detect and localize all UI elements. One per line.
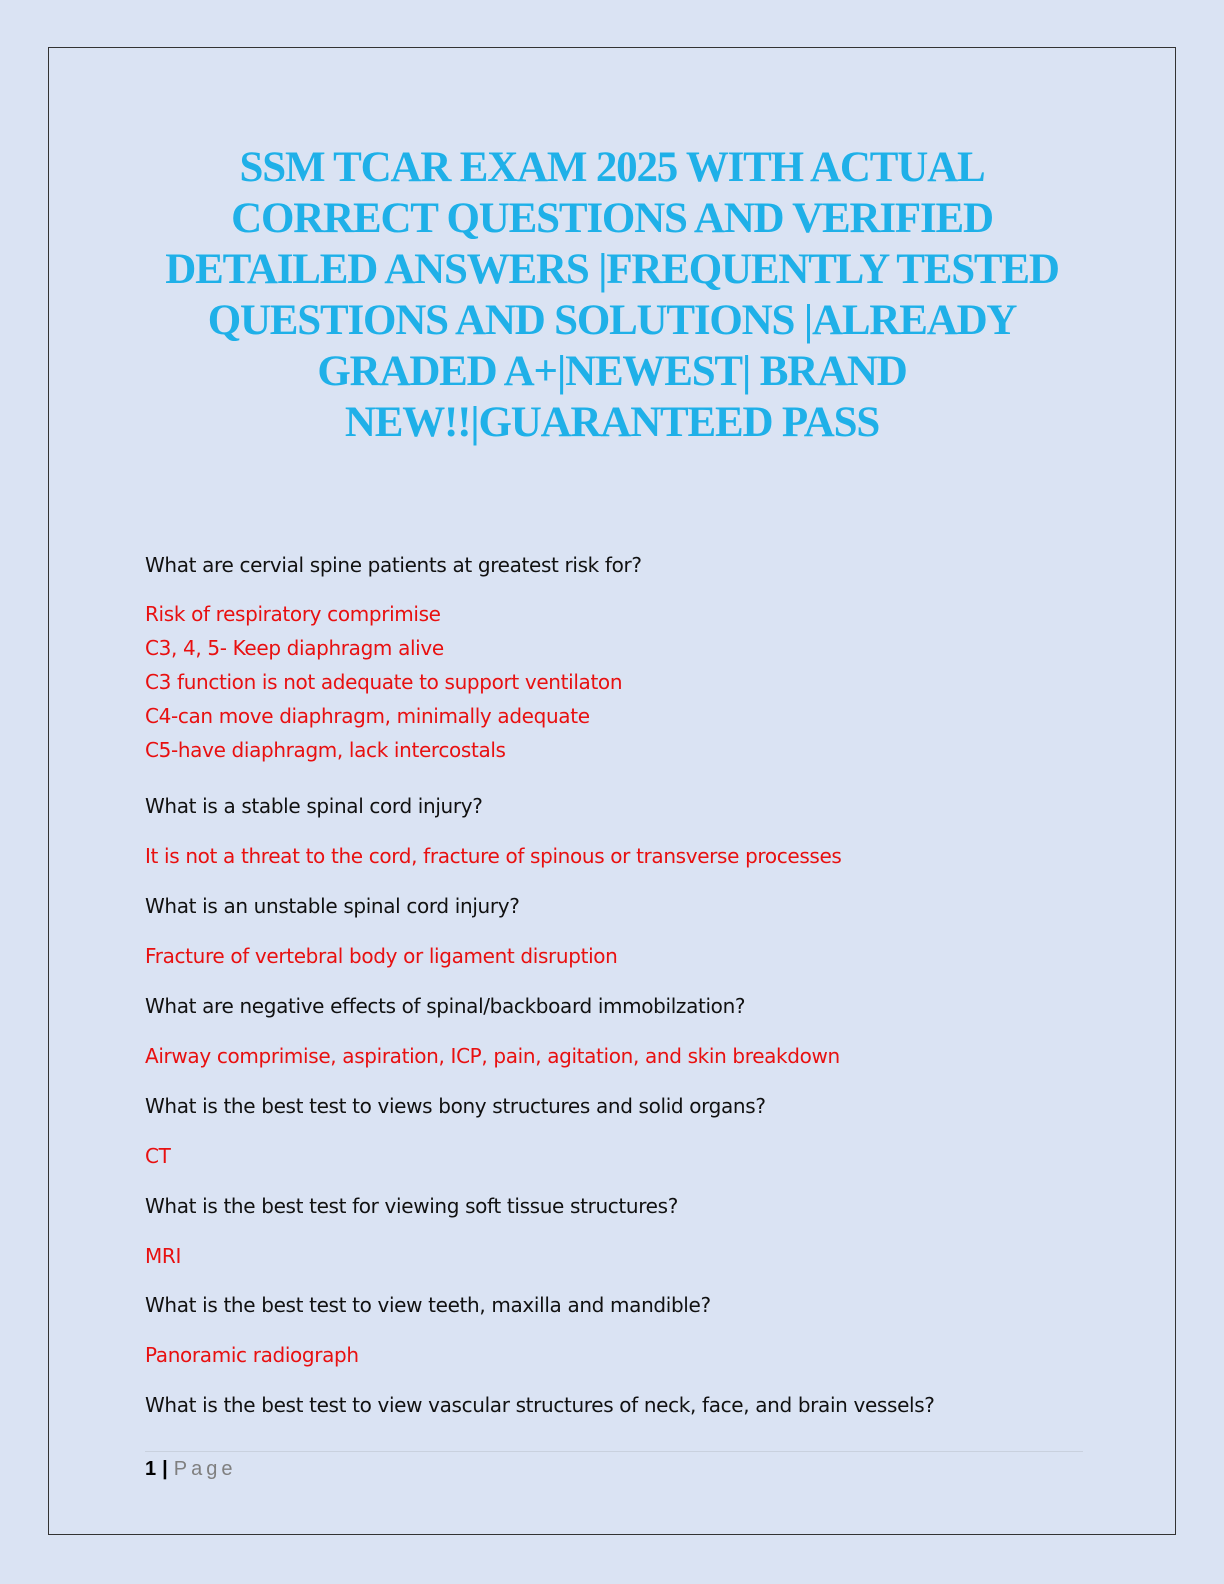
answer-block — [145, 597, 1095, 767]
question-text: What are negative effects of spinal/backboard immobilzation? — [145, 994, 746, 1018]
answer-line: MRI — [145, 1244, 182, 1268]
question-text: What are cervial spine patients at greatest risk for? — [145, 553, 642, 577]
title-line: CORRECT QUESTIONS AND VERIFIED — [231, 195, 993, 242]
answer-line: C3, 4, 5- Keep diaphragm alive — [145, 636, 444, 660]
document-title — [130, 142, 1094, 448]
answer-line: C3 function is not adequate to support ventilaton — [145, 670, 623, 694]
question-text: What is an unstable spinal cord injury? — [145, 894, 520, 918]
page-footer — [145, 1455, 236, 1483]
footer-rule — [145, 1451, 1083, 1452]
answer-line: Airway comprimise, aspiration, ICP, pain, agitation, and skin breakdown — [145, 1044, 840, 1068]
answer-line: Fracture of vertebral body or ligament disruption — [145, 944, 618, 968]
question-text: What is the best test to views bony structures and solid organs? — [145, 1094, 766, 1118]
page-number: 1 — [145, 1458, 157, 1480]
title-line: SSM TCAR EXAM 2025 WITH ACTUAL — [239, 144, 985, 191]
title-line: NEW!!|GUARANTEED PASS — [344, 399, 880, 446]
question-text: What is the best test for viewing soft tissue structures? — [145, 1194, 678, 1218]
answer-line: Panoramic radiograph — [145, 1343, 359, 1367]
answer-line: Risk of respiratory comprimise — [145, 602, 441, 626]
question-text: What is the best test to view vascular structures of neck, face, and brain vessels? — [145, 1393, 935, 1417]
page-label: Page — [173, 1458, 237, 1480]
question-text: What is the best test to view teeth, maxilla and mandible? — [145, 1293, 711, 1317]
answer-line: C4-can move diaphragm, minimally adequate — [145, 704, 590, 728]
title-line: DETAILED ANSWERS |FREQUENTLY TESTED — [165, 246, 1059, 293]
answer-line: C5-have diaphragm, lack intercostals — [145, 738, 506, 762]
title-line: GRADED A+|NEWEST| BRAND — [317, 348, 907, 395]
title-line: QUESTIONS AND SOLUTIONS |ALREADY — [207, 297, 1017, 344]
answer-line: CT — [145, 1144, 171, 1168]
footer-separator: | — [162, 1458, 168, 1480]
question-text: What is a stable spinal cord injury? — [145, 794, 483, 818]
answer-line: It is not a threat to the cord, fracture of spinous or transverse processes — [145, 844, 842, 868]
